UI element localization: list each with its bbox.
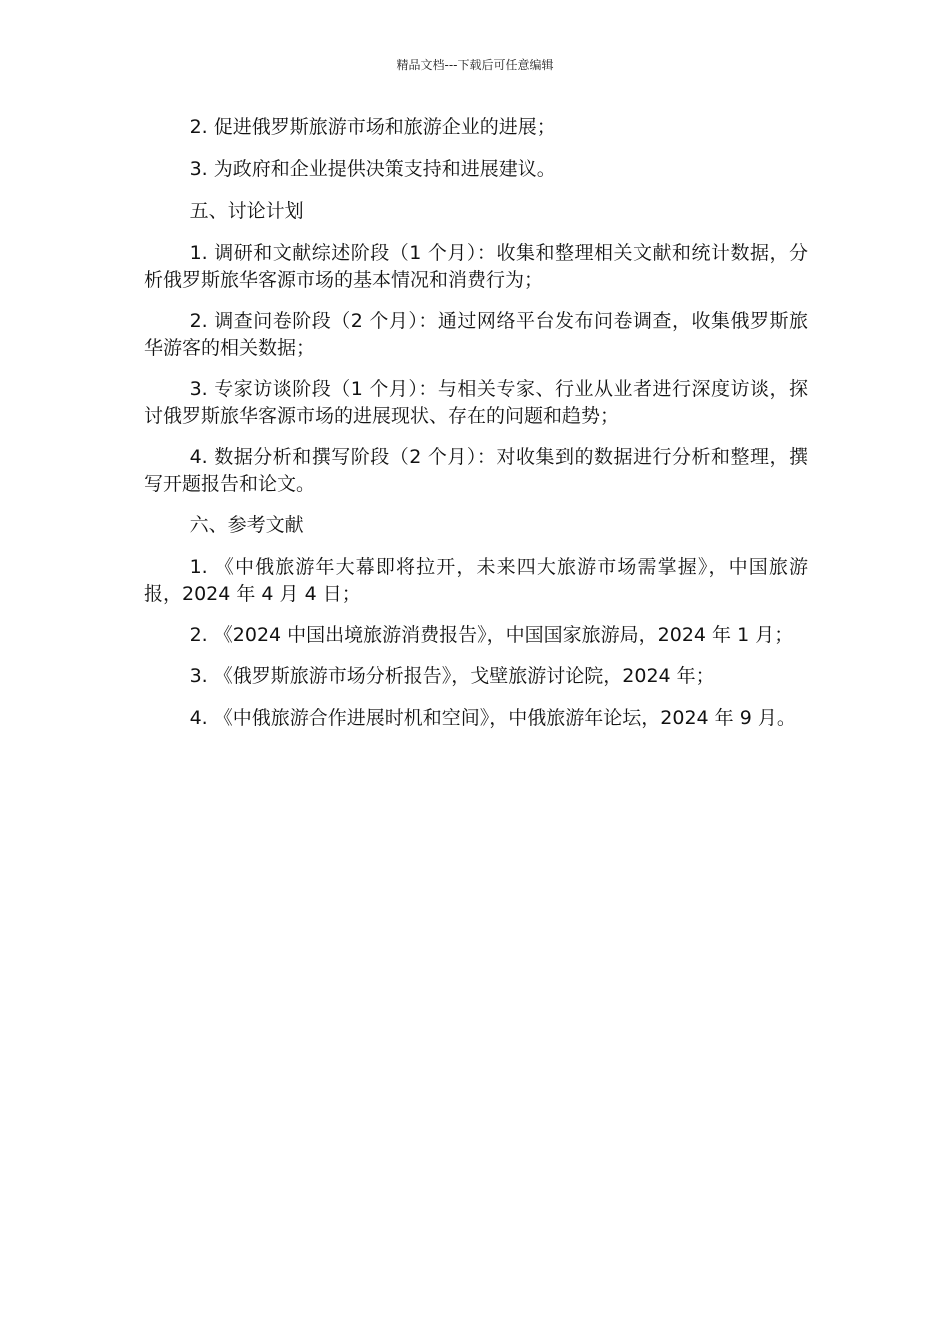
- reference-item-3: 3. 《俄罗斯旅游市场分析报告》，戈壁旅游讨论院，2024 年；: [189, 665, 715, 687]
- reference-item-1: 1. 《中俄旅游年大幕即将拉开，未来四大旅游市场需掌握》，中国旅游报，2024 年 4 月 4 日；: [144, 556, 808, 605]
- document-body: [144, 114, 808, 746]
- plan-item-4: 4. 数据分析和撰写阶段（2 个月）：对收集到的数据进行分析和整理，撰写开题报告和论文。: [144, 446, 808, 495]
- page-header: 精品文档---下载后可任意编辑: [396, 58, 554, 72]
- section-heading-research-plan: 五、讨论计划: [189, 200, 304, 222]
- plan-item-2: 2. 调查问卷阶段（2 个月）：通过网络平台发布问卷调查，收集俄罗斯旅华游客的相关数据；: [144, 310, 808, 359]
- goal-item-2: 2. 促进俄罗斯旅游市场和旅游企业的进展；: [189, 116, 556, 138]
- section-heading-references: 六、参考文献: [189, 514, 304, 536]
- plan-item-1: 1. 调研和文献综述阶段（1 个月）：收集和整理相关文献和统计数据，分析俄罗斯旅华客源市场的基本情况和消费行为；: [144, 242, 808, 291]
- reference-item-2: 2. 《2024 中国出境旅游消费报告》，中国国家旅游局，2024 年 1 月；: [189, 624, 794, 646]
- plan-item-3: 3. 专家访谈阶段（1 个月）：与相关专家、行业从业者进行深度访谈，探讨俄罗斯旅华客源市场的进展现状、存在的问题和趋势；: [144, 378, 808, 427]
- reference-item-4: 4. 《中俄旅游合作进展时机和空间》，中俄旅游年论坛，2024 年 9 月。: [189, 707, 796, 729]
- goal-item-3: 3. 为政府和企业提供决策支持和进展建议。: [189, 158, 556, 180]
